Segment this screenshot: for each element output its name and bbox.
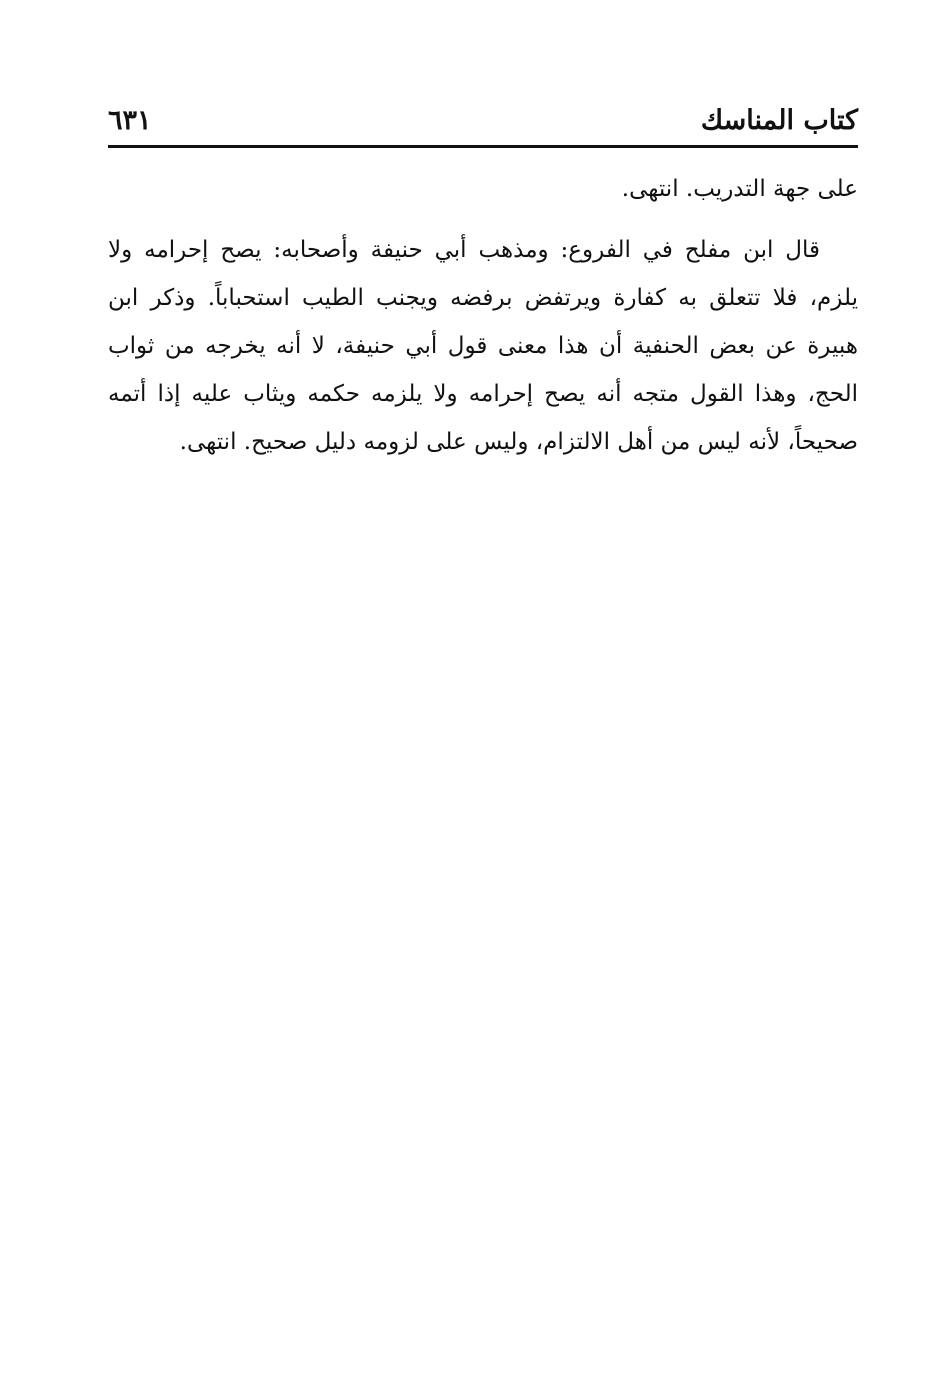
page-header: [108, 98, 858, 138]
page-number: ٦٣١: [108, 105, 152, 136]
paragraph-2: قال ابن مفلح في الفروع: ومذهب أبي حنيفة وأصحابه: يصح إحرامه ولا يلزم، فلا تتعلق به كفارة ويرتفض برفضه ويجنب الطيب استحباباً. وذكر ابن هبيرة عن بعض الحنفية أن هذا معنى قول أبي حنيفة، لا أنه يخرجه من ثواب الحج، وهذا القول متجه أنه يصح إحرامه ولا يلزمه حكمه ويثاب عليه إذا أتمه صحيحاً، لأنه ليس من أهل الالتزام، وليس على لزومه دليل صحيح. انتهى.: [108, 237, 858, 455]
chapter-title: كتاب المناسك: [700, 105, 858, 136]
paragraph-1: على جهة التدريب. انتهى.: [621, 176, 858, 202]
header-divider: [108, 145, 858, 148]
page-body: [108, 165, 858, 466]
